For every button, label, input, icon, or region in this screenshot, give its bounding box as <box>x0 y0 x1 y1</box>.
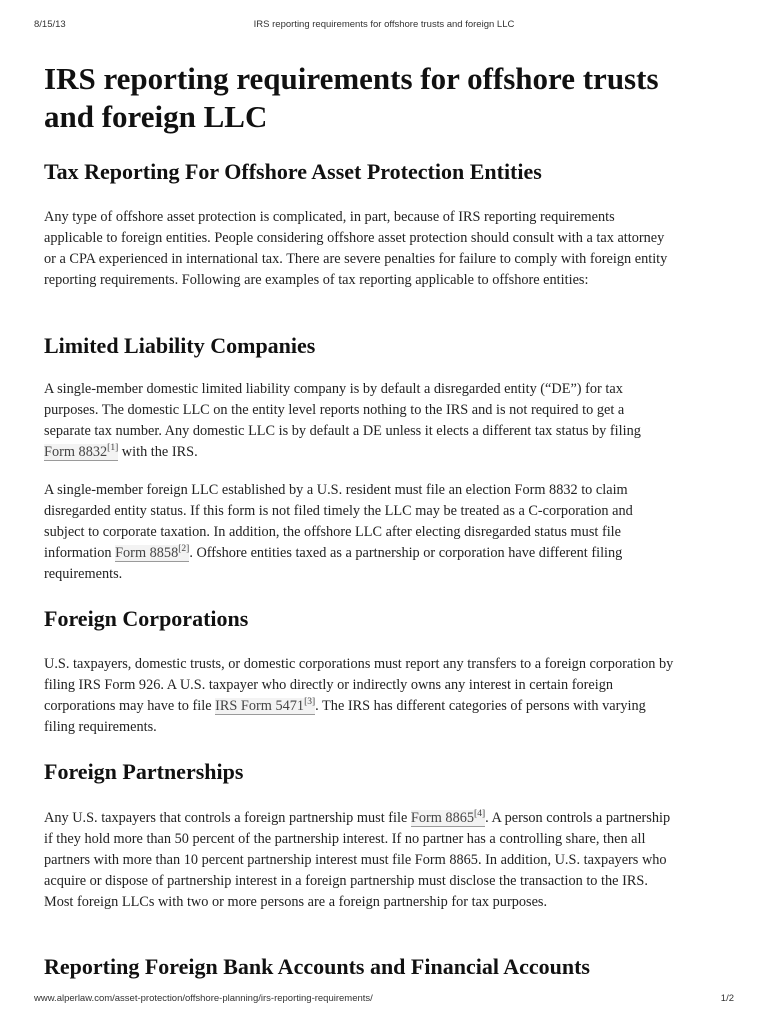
print-date: 8/15/13 <box>34 19 66 30</box>
section-heading-foreign-bank-accounts: Reporting Foreign Bank Accounts and Financial Accounts <box>44 954 590 979</box>
llc-paragraph-1: A single-member domestic limited liability company is by default a disregarded entity (“DE”) for tax purposes. The domestic LLC on the entity level reports nothing to the IRS and is not required to get a separate tax number. Any domestic LLC is by default a DE unless it elects a different tax status by filing Form 8832[1] with the IRS. <box>44 381 641 460</box>
section-heading-tax-reporting: Tax Reporting For Offshore Asset Protection Entities <box>44 159 542 184</box>
partnerships-paragraph: Any U.S. taxpayers that controls a foreign partnership must file Form 8865[4]. A person controls a partnership if they hold more than 50 percent of the partnership interest. If no partner has a controlling share, then all partners with more than 10 percent partnership interest must file Form 8865. In addition, U.S. taxpayers who acquire or dispose of partnership interest in a foreign partnership must disclose the transaction to the IRS. Most foreign LLCs with two or more persons are a foreign partnership for tax purposes. <box>44 809 671 910</box>
section-heading-llc: Limited Liability Companies <box>44 333 316 358</box>
print-footer <box>34 993 734 1007</box>
print-header <box>34 19 734 33</box>
section-heading-foreign-corporations: Foreign Corporations <box>44 606 249 631</box>
form-8865-link[interactable]: Form 8865[4] <box>410 809 486 826</box>
section-heading-foreign-partnerships: Foreign Partnerships <box>44 759 244 784</box>
form-8858-link[interactable]: Form 8858[2] <box>115 544 190 561</box>
print-title: IRS reporting requirements for offshore trusts and foreign LLC <box>253 19 515 30</box>
intro-paragraph: Any type of offshore asset protection is complicated, in part, because of IRS reporting requirements applicable to foreign entities. People considering offshore asset protection should consult with a tax attorney or a CPA experienced in international tax. There are severe penalties for failure to comply with foreign entity reporting requirements. Following are examples of tax reporting applicable to offshore entities: <box>44 209 668 288</box>
corporations-paragraph: U.S. taxpayers, domestic trusts, or domestic corporations must report any transfers to a foreign corporation by filing IRS Form 926. A U.S. taxpayer who directly or indirectly owns any interest in certain foreign corporations may have to file IRS Form 5471[3]. The IRS has different categories of persons with varying filing requirements. <box>44 656 674 735</box>
page-number: 1/2 <box>720 993 734 1004</box>
form-8832-link[interactable]: Form 8832[1] <box>44 443 119 460</box>
llc-paragraph-2: A single-member foreign LLC established by a U.S. resident must file an election Form 8832 to claim disregarded entity status. If this form is not filed timely the LLC may be treated as a C-corporation and subject to corporate taxation. In addition, the offshore LLC after electing disregarded status must file information Form 8858[2]. Offshore entities taxed as a partnership or corporation have different filing requirements. <box>44 482 633 582</box>
irs-form-5471-link[interactable]: IRS Form 5471[3] <box>215 697 316 714</box>
page-title: IRS reporting requirements for offshore trusts and foreign LLC <box>44 61 659 134</box>
print-url: www.alperlaw.com/asset-protection/offshore-planning/irs-reporting-requirements/ <box>34 993 373 1004</box>
